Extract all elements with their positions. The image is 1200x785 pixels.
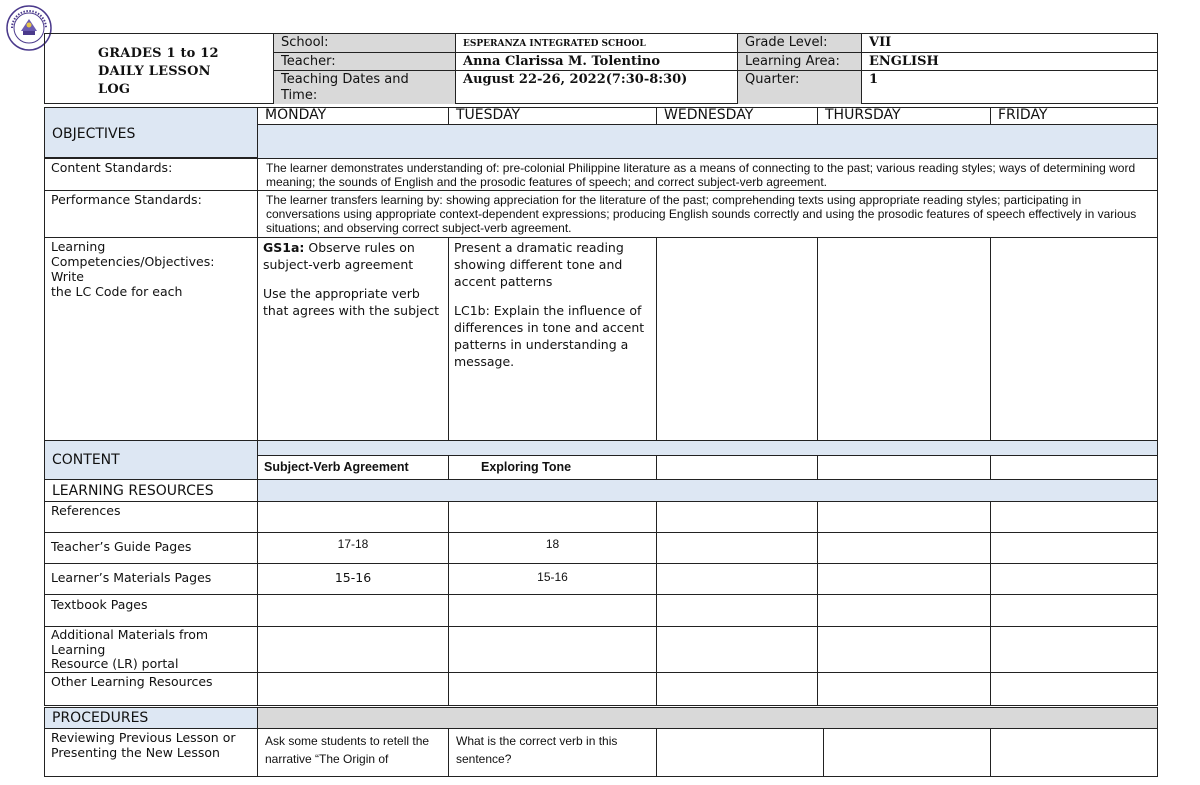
area-value-cell xyxy=(861,52,1158,71)
resources-heading: LEARNING RESOURCES xyxy=(52,483,214,499)
day-header-thursday xyxy=(817,107,991,125)
competencies-monday xyxy=(257,237,449,441)
lm-monday xyxy=(257,563,449,595)
day-header-wednesday xyxy=(656,107,818,125)
additional-tuesday xyxy=(448,626,657,673)
competency-text: Observe rules on subject-verb agreement xyxy=(263,240,415,272)
lm-wednesday xyxy=(656,563,818,595)
reviewing-text: What is the correct verb in this sentence? xyxy=(456,734,618,766)
tg-friday xyxy=(990,532,1158,564)
teacher-value: Anna Clarissa M. Tolentino xyxy=(463,54,661,69)
competency-text: Use the appropriate verb that agrees with the subject xyxy=(263,286,439,318)
grade-label: Grade Level: xyxy=(737,33,861,53)
competencies-wednesday xyxy=(656,237,818,441)
content-friday xyxy=(990,455,1158,480)
reviewing-monday xyxy=(257,728,449,777)
reviewing-thursday xyxy=(823,728,991,777)
dates-value: August 22-26, 2022(7:30-8:30) xyxy=(463,72,688,87)
textbook-tuesday xyxy=(448,594,657,627)
teacher-value-cell xyxy=(455,52,737,71)
tg-tuesday xyxy=(448,532,657,564)
objectives-blue-band xyxy=(257,124,1158,159)
reviewing-label-cell xyxy=(44,728,258,777)
objectives-section-header xyxy=(44,107,258,158)
day-label: FRIDAY xyxy=(998,107,1048,123)
objectives-heading: OBJECTIVES xyxy=(52,126,136,142)
procedures-gray-band xyxy=(257,707,1158,729)
tg-pages: 18 xyxy=(545,537,560,551)
reviewing-tuesday xyxy=(448,728,657,777)
day-label: WEDNESDAY xyxy=(664,107,754,123)
dates-value-cell xyxy=(455,70,737,104)
procedures-heading: PROCEDURES xyxy=(52,710,149,726)
competencies-friday xyxy=(990,237,1158,441)
competency-text: Present a dramatic reading showing different tone and accent patterns xyxy=(454,240,624,289)
additional-wednesday xyxy=(656,626,818,673)
competencies-label-cell xyxy=(44,237,258,441)
references-tuesday xyxy=(448,501,657,533)
content-monday xyxy=(257,455,449,480)
performance-standards-text: The learner transfers learning by: showing appreciation for the literature of the past; comprehending texts using appropriate reading styles; participating in conversations using appropriate context-dependent expressions; producing English sounds correctly and using the prosodic features of speech effectively in various situations; and observing correct subject-verb agreement. xyxy=(266,193,1137,235)
additional-monday xyxy=(257,626,449,673)
grade-value: VII xyxy=(869,35,892,50)
tg-pages: 17-18 xyxy=(337,537,369,551)
area-label: Learning Area: xyxy=(737,52,861,71)
tg-monday xyxy=(257,532,449,564)
tg-thursday xyxy=(817,532,991,564)
content-standards-label-cell xyxy=(44,158,258,191)
reviewing-wednesday xyxy=(656,728,824,777)
lc-code-gs1a: GS1a: xyxy=(263,240,305,255)
school-value-cell xyxy=(455,33,737,53)
content-standards-text: The learner demonstrates understanding of: pre-colonial Philippine literature as a means of connecting to the past; various reading styles; ways of determining word meaning; the sounds of English and the prosodic features of speech; and correct subject-verb agreement. xyxy=(266,161,1136,189)
school-label: School: xyxy=(273,33,455,53)
textbook-friday xyxy=(990,594,1158,627)
tg-label-cell xyxy=(44,532,258,564)
lm-tuesday xyxy=(448,563,657,595)
references-wednesday xyxy=(656,501,818,533)
textbook-thursday xyxy=(817,594,991,627)
competencies-thursday xyxy=(817,237,991,441)
procedures-section-header xyxy=(44,707,258,729)
lm-thursday xyxy=(817,563,991,595)
quarter-value-cell xyxy=(861,70,1158,104)
additional-friday xyxy=(990,626,1158,673)
textbook-monday xyxy=(257,594,449,627)
school-value: ESPERANZA INTEGRATED SCHOOL xyxy=(463,39,646,49)
lesson-log-table xyxy=(44,107,1158,777)
performance-standards-label-cell xyxy=(44,190,258,238)
resources-blue-band xyxy=(257,479,1158,502)
content-standards-cell xyxy=(257,158,1158,191)
competencies-tuesday xyxy=(448,237,657,441)
area-value: ENGLISH xyxy=(869,54,939,69)
day-header-friday xyxy=(990,107,1158,125)
additional-thursday xyxy=(817,626,991,673)
content-tuesday xyxy=(448,455,657,480)
performance-standards-label: Performance Standards: xyxy=(51,192,202,207)
day-label: MONDAY xyxy=(265,107,327,123)
content-section-header xyxy=(44,440,258,480)
reviewing-text: Ask some students to retell the narrative “The Origin of xyxy=(265,734,430,766)
reviewing-label: Reviewing Previous Lesson or Presenting the New Lesson xyxy=(51,730,236,760)
day-header-monday xyxy=(257,107,449,125)
teacher-label: Teacher: xyxy=(273,52,455,71)
references-label: References xyxy=(51,503,121,518)
lm-friday xyxy=(990,563,1158,595)
references-label-cell xyxy=(44,501,258,533)
other-label-cell xyxy=(44,672,258,706)
other-wednesday xyxy=(656,672,818,706)
page-title: GRADES 1 to 12 DAILY LESSON LOG xyxy=(98,46,219,97)
competency-text: LC1b: Explain the influence of differences in tone and accent patterns in understanding a message. xyxy=(454,303,645,369)
performance-standards-cell xyxy=(257,190,1158,238)
dates-label: Teaching Dates and Time: xyxy=(273,70,455,104)
textbook-wednesday xyxy=(656,594,818,627)
textbook-label: Textbook Pages xyxy=(51,597,148,612)
references-thursday xyxy=(817,501,991,533)
other-monday xyxy=(257,672,449,706)
grade-value-cell xyxy=(861,33,1158,53)
quarter-value: 1 xyxy=(869,72,879,87)
tg-label: Teacher’s Guide Pages xyxy=(51,539,192,554)
additional-label: Additional Materials from Learning Resource (LR) portal xyxy=(51,627,209,671)
resources-section-header xyxy=(44,479,258,502)
day-label: THURSDAY xyxy=(825,107,901,123)
content-heading: CONTENT xyxy=(52,452,120,468)
other-tuesday xyxy=(448,672,657,706)
competencies-label: Learning Competencies/Objectives: Write the LC Code for each xyxy=(51,239,215,299)
tg-wednesday xyxy=(656,532,818,564)
other-label: Other Learning Resources xyxy=(51,674,213,689)
references-monday xyxy=(257,501,449,533)
lm-pages: 15-16 xyxy=(537,570,568,584)
content-topic: Subject-Verb Agreement xyxy=(264,460,409,474)
lm-pages: 15-16 xyxy=(334,570,372,585)
lm-label-cell xyxy=(44,563,258,595)
day-header-tuesday xyxy=(448,107,657,125)
references-friday xyxy=(990,501,1158,533)
content-topic: Exploring Tone xyxy=(481,460,572,474)
reviewing-friday xyxy=(990,728,1158,777)
content-thursday xyxy=(817,455,991,480)
day-label: TUESDAY xyxy=(456,107,521,123)
other-friday xyxy=(990,672,1158,706)
content-standards-label: Content Standards: xyxy=(51,160,173,175)
lm-label: Learner’s Materials Pages xyxy=(51,570,212,585)
content-blue-band xyxy=(257,440,1158,456)
other-thursday xyxy=(817,672,991,706)
textbook-label-cell xyxy=(44,594,258,627)
quarter-label: Quarter: xyxy=(737,70,861,104)
content-wednesday xyxy=(656,455,818,480)
additional-label-cell xyxy=(44,626,258,673)
